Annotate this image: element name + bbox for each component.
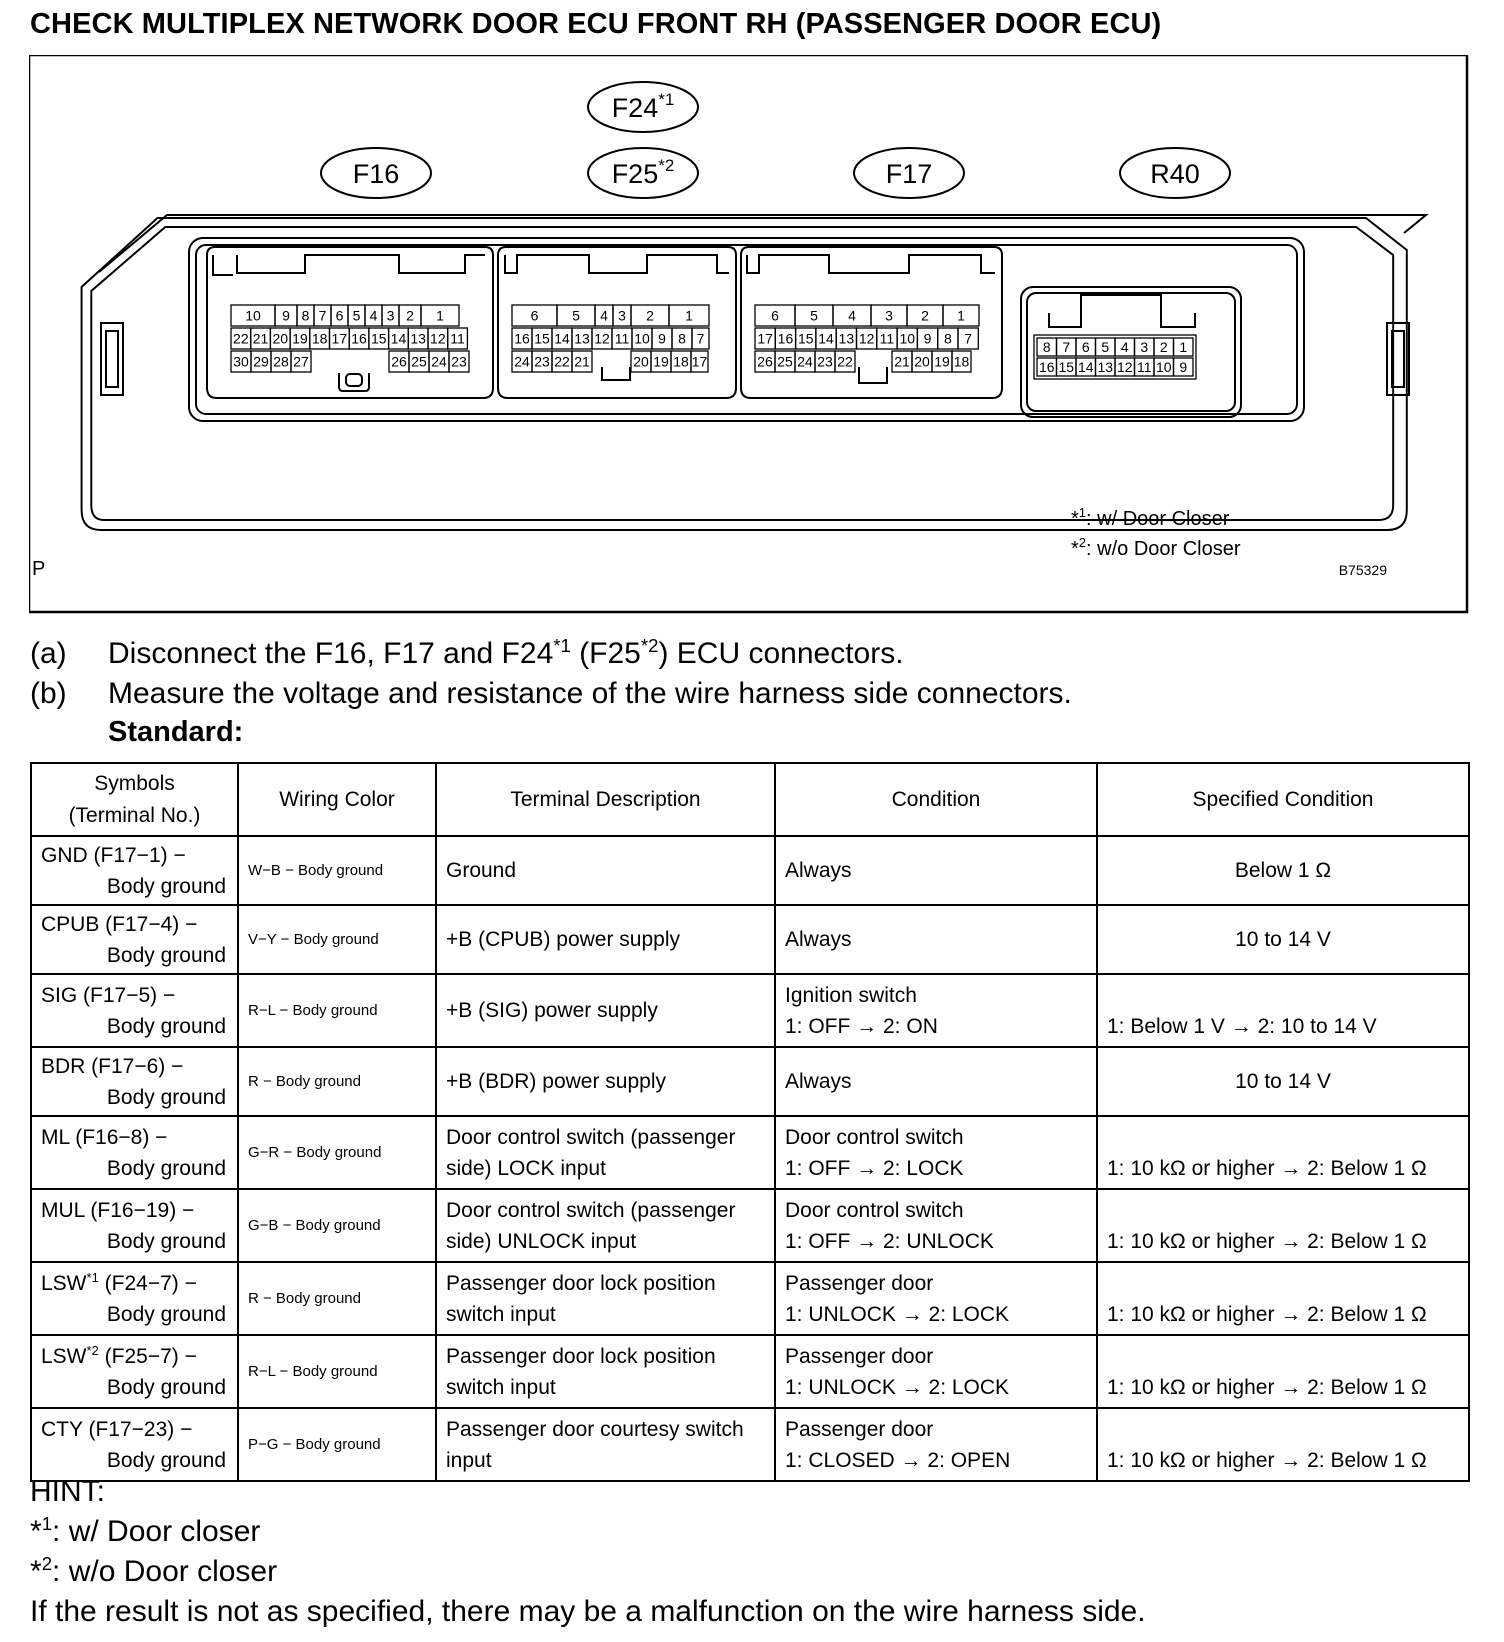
pin-number: 21 [574,353,590,370]
pin-number: 6 [771,307,779,324]
pin-number: 5 [352,307,361,324]
pin-number: 5 [572,307,580,324]
pin-number: 22 [233,330,249,347]
pin-number: 16 [351,330,367,347]
cell-condition: Always [775,1047,1097,1116]
pin-number: 14 [554,330,570,347]
pin-number: 6 [530,307,539,324]
svg-text:*1: w/ Door Closer: *$^1$: w/ Door Closer [1071,505,1230,530]
pin-number: 12 [858,330,875,347]
cell-specified-condition: 10 to 14 V [1097,1047,1469,1116]
cell-terminal-description: Passenger door courtesy switch input [436,1408,775,1481]
header-condition: Condition [775,763,1097,836]
cell-symbol: LSW$^{*2}$ (F25−7) − Body ground [31,1335,238,1408]
cell-specified-condition: 1: 10 kΩ or higher → 2: Below 1 Ω [1097,1335,1469,1408]
pin-grids [231,305,1196,379]
hint-note: If the result is not as specified, there may be a malfunction on the wire harness side. [30,1595,1146,1628]
connector-label-f16 [321,148,431,198]
cell-condition: Door control switch 1: OFF → 2: LOCK [775,1116,1097,1189]
step-text: Disconnect the F16, F17 and F24$^{*1}$ (F25$^{*2}$) ECU connectors. [108,634,904,670]
hint-item-1: *$^1$: w/ Door closer [30,1512,261,1548]
header-wiring-color: Wiring Color [238,763,436,836]
pin-number: 12 [430,330,446,347]
pin-number: 13 [838,330,855,347]
figure-corner-label: P [32,558,46,580]
pin-number: 8 [1042,339,1051,355]
cell-symbol: MUL (F16−19) − Body ground [31,1189,238,1262]
cell-condition: Passenger door 1: UNLOCK → 2: LOCK [775,1335,1097,1408]
cell-symbol: LSW$^{*1}$ (F24−7) − Body ground [31,1262,238,1335]
pin-number: 2 [406,307,414,324]
pin-number: 19 [653,353,669,370]
cell-terminal-description: +B (BDR) power supply [436,1047,775,1116]
table-row [31,905,1469,974]
pin-number: 26 [391,353,407,370]
step-label: (b) [30,677,67,710]
pin-number: 9 [1179,359,1188,375]
pin-number: 3 [618,307,626,324]
pin-number: 11 [614,330,630,347]
cell-wiring-color: P−G − Body ground [238,1408,436,1481]
page-title: CHECK MULTIPLEX NETWORK DOOR ECU FRONT RH (PASSENGER DOOR ECU) [30,8,1162,40]
pin-number: 17 [331,330,348,347]
cell-symbol: CTY (F17−23) − Body ground [31,1408,238,1481]
pin-number: 20 [914,353,930,370]
cell-condition: Door control switch 1: OFF → 2: UNLOCK [775,1189,1097,1262]
pin-number: 13 [410,330,426,347]
pin-number: 15 [534,330,550,347]
table-header-row [31,763,1469,836]
cell-specified-condition: 1: 10 kΩ or higher → 2: Below 1 Ω [1097,1189,1469,1262]
cell-wiring-color: R − Body ground [238,1262,436,1335]
pin-number: 7 [964,330,973,347]
pin-number: 1 [957,307,965,324]
pin-number: 27 [293,353,309,370]
pin-number: 25 [777,353,793,370]
pin-number: 20 [272,330,289,347]
pin-number: 13 [574,330,590,347]
cell-condition: Passenger door 1: UNLOCK → 2: LOCK [775,1262,1097,1335]
pin-number: 12 [594,330,610,347]
cell-wiring-color: G−R − Body ground [238,1116,436,1189]
table-row [31,1047,1469,1116]
pin-number: 4 [1120,339,1129,355]
cell-wiring-color: R−L − Body ground [238,974,436,1047]
cell-terminal-description: Door control switch (passenger side) LOCK input [436,1116,775,1189]
pin-number: 11 [1136,359,1152,375]
pin-number: 22 [837,353,853,370]
pin-number: 10 [1155,359,1172,375]
pin-number: 4 [848,307,856,324]
pin-number: 12 [1116,359,1133,375]
pin-number: 18 [673,353,689,370]
header-symbols: Symbols (Terminal No.) [31,763,238,836]
pin-number: 23 [534,353,550,370]
pin-number: 28 [273,353,289,370]
figure-id: B75329 [1338,562,1387,578]
pin-number: 23 [451,353,467,370]
connector-label-f24 [588,82,698,132]
pin-number: 20 [633,353,649,370]
pin-number: 19 [292,330,308,347]
pin-number: 18 [953,353,970,370]
pin-number: 16 [514,330,530,347]
cell-symbol: GND (F17−1) − Body ground [31,836,238,905]
svg-text:*2: w/o Door Closer: *$^2$: w/o Door Closer [1071,535,1241,560]
svg-text:F16: F16 [352,159,400,189]
hint-item-2: *$^2$: w/o Door closer [30,1552,278,1588]
pin-number: 25 [411,353,427,370]
pin-number: 14 [818,330,834,347]
pin-number: 17 [691,353,708,370]
pin-number: 8 [943,330,952,347]
pin-number: 15 [1058,359,1075,375]
pin-number: 4 [600,307,608,324]
pin-number: 10 [899,330,916,347]
connector-diagram [29,55,1469,615]
svg-text:F24*1: F24$^{*1}$ [611,90,675,123]
cell-specified-condition: 1: 10 kΩ or higher → 2: Below 1 Ω [1097,1262,1469,1335]
pin-number: 14 [1077,359,1094,375]
cell-terminal-description: Passenger door lock position switch input [436,1335,775,1408]
step-text: Measure the voltage and resistance of the wire harness side connectors. [108,677,1072,710]
cell-terminal-description: Passenger door lock position switch input [436,1262,775,1335]
pin-number: 3 [1140,339,1149,355]
connector-label-f25 [588,148,698,198]
pin-number: 13 [1097,359,1114,375]
connector-label-r40 [1120,148,1230,198]
pin-number: 4 [369,307,378,324]
pin-number: 2 [921,307,929,324]
cell-specified-condition: 1: 10 kΩ or higher → 2: Below 1 Ω [1097,1408,1469,1481]
table-row [31,836,1469,905]
pin-number: 23 [817,353,833,370]
pin-number: 15 [370,330,387,347]
pin-number: 18 [311,330,328,347]
standard-label: Standard: [108,716,244,748]
cell-specified-condition: 1: 10 kΩ or higher → 2: Below 1 Ω [1097,1116,1469,1189]
cell-symbol: CPUB (F17−4) − Body ground [31,905,238,974]
pin-number: 30 [233,353,249,370]
pin-number: 7 [696,330,705,347]
cell-symbol: SIG (F17−5) − Body ground [31,974,238,1047]
pin-number: 2 [1159,339,1168,355]
cell-terminal-description: Ground [436,836,775,905]
table-row [31,1189,1469,1262]
pin-number: 11 [450,330,465,347]
connector-label-f17 [854,148,964,198]
cell-wiring-color: R−L − Body ground [238,1335,436,1408]
cell-terminal-description: Door control switch (passenger side) UNLOCK input [436,1189,775,1262]
pin-number: 1 [436,307,444,324]
standard-table [30,762,1470,1482]
table-row [31,1116,1469,1189]
figure-footnote-2 [1071,535,1241,560]
pin-number: 29 [253,353,269,370]
pin-number: 14 [390,330,407,347]
cell-terminal-description: +B (CPUB) power supply [436,905,775,974]
cell-wiring-color: W−B − Body ground [238,836,436,905]
pin-number: 1 [685,307,693,324]
table-row [31,1335,1469,1408]
pin-number: 6 [335,307,344,324]
pin-number: 7 [318,307,327,324]
figure-footnote-1 [1071,505,1230,530]
pin-number: 24 [431,353,447,370]
cell-specified-condition: 1: Below 1 V → 2: 10 to 14 V [1097,974,1469,1047]
cell-symbol: ML (F16−8) − Body ground [31,1116,238,1189]
pin-number: 5 [1101,339,1110,355]
pin-number: 8 [301,307,310,324]
pin-number: 15 [797,330,814,347]
hint-label: HINT: [30,1475,105,1508]
pin-number: 1 [1179,339,1188,355]
pin-number: 16 [777,330,794,347]
pin-number: 21 [252,330,269,347]
cell-terminal-description: +B (SIG) power supply [436,974,775,1047]
cell-condition: Always [775,905,1097,974]
svg-text:R40: R40 [1150,159,1200,189]
cell-condition: Ignition switch 1: OFF → 2: ON [775,974,1097,1047]
cell-wiring-color: G−B − Body ground [238,1189,436,1262]
connector-figure [29,55,1469,620]
pin-number: 9 [282,307,290,324]
table-row [31,974,1469,1047]
step-label: (a) [30,637,67,670]
table-row [31,1262,1469,1335]
cell-wiring-color: V−Y − Body ground [238,905,436,974]
pin-number: 8 [678,330,686,347]
pin-number: 9 [923,330,932,347]
header-specified-condition: Specified Condition [1097,763,1469,836]
table-row [31,1408,1469,1481]
cell-condition: Always [775,836,1097,905]
pin-number: 22 [554,353,570,370]
pin-number: 5 [810,307,818,324]
pin-number: 3 [885,307,893,324]
pin-number: 11 [879,330,895,347]
pin-number: 6 [1081,339,1090,355]
pin-number: 16 [1038,359,1055,375]
pin-number: 24 [797,353,813,370]
pin-number: 3 [386,307,395,324]
cell-condition: Passenger door 1: CLOSED → 2: OPEN [775,1408,1097,1481]
pin-number: 21 [894,353,910,370]
pin-number: 17 [757,330,773,347]
pin-number: 2 [646,307,654,324]
pin-number: 24 [514,353,530,370]
cell-symbol: BDR (F17−6) − Body ground [31,1047,238,1116]
cell-specified-condition: 10 to 14 V [1097,905,1469,974]
pin-number: 10 [634,330,650,347]
header-terminal-description: Terminal Description [436,763,775,836]
svg-text:F17: F17 [885,159,933,189]
pin-number: 7 [1062,339,1071,355]
pin-number: 9 [658,330,666,347]
cell-specified-condition: Below 1 Ω [1097,836,1469,905]
pin-number: 10 [245,307,261,324]
pin-number: 26 [757,353,773,370]
cell-wiring-color: R − Body ground [238,1047,436,1116]
svg-text:F25*2: F25$^{*2}$ [611,156,675,189]
r40-housing [1049,295,1195,327]
pin-number: 19 [934,353,950,370]
